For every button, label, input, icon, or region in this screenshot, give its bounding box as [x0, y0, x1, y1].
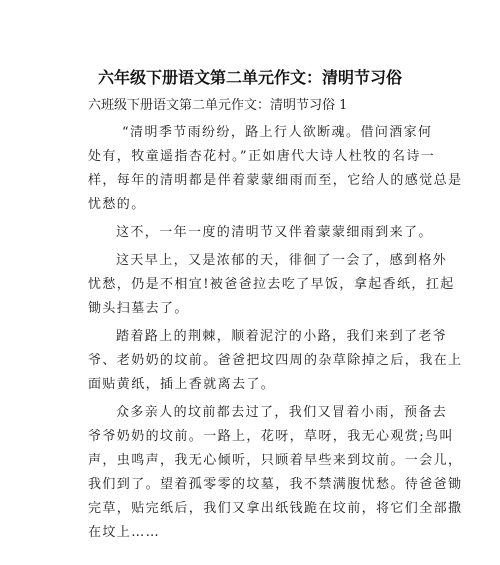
paragraph-line: 完草，贴完纸后，我们又拿出纸钱跪在坟前，将它们全部撒 — [88, 501, 463, 516]
paragraph-line: 锄头扫墓去了。 — [88, 301, 189, 316]
document-body — [88, 121, 463, 549]
paragraph-line: 这天早上，又是浓郁的天，徘徊了一会了，感到格外 — [116, 253, 448, 268]
paragraph-line: 踏着路上的荆棘，顺着泥泞的小路，我们来到了老爷 — [116, 329, 448, 344]
paragraph-line: 样，每年的清明都是伴着蒙蒙细雨而至，它给人的感觉总是 — [88, 173, 463, 188]
paragraph-line: 忧愁，仍是不相宜!被爸爸拉去吃了早饭，拿起香纸，扛起 — [88, 277, 455, 292]
paragraph-line: 我们到了。望着孤零零的坟墓，我不禁满腹忧愁。待爸爸锄 — [88, 477, 463, 492]
paragraph-poem-quote — [88, 121, 463, 217]
paragraph-line: 处有，牧童遥指杏花村。”正如唐代大诗人杜牧的名诗一 — [88, 149, 436, 164]
paragraph-grandparents-grave — [88, 401, 463, 545]
paragraph-line: 众多亲人的坟前都去过了，我们又冒着小雨，预备去 — [116, 405, 448, 420]
paragraph-line: 在坟上…… — [88, 525, 161, 540]
paragraph-line: 爷、老奶奶的坟前。爸爸把坟四周的杂草除掉之后，我在上 — [88, 353, 463, 368]
document-title: 六年级下册语文第二单元作文：清明节习俗 — [97, 68, 402, 87]
paragraph-first-grave — [88, 325, 463, 397]
paragraph-line: 这不，一年一度的清明节又伴着蒙蒙细雨到来了。 — [116, 225, 433, 240]
paragraph-line: 声，虫鸣声，我无心倾听，只顾着早些来到坟前。一会儿， — [88, 453, 463, 468]
paragraph-line: 面贴黄纸，插上香就离去了。 — [88, 377, 276, 392]
paragraph-morning — [88, 249, 455, 321]
paragraph-line: 爷爷奶奶的坟前。一路上，花呀，草呀，我无心观赏;鸟叫 — [88, 429, 454, 444]
paragraph-line: “清明季节雨纷纷，路上行人欲断魂。借问酒家何 — [122, 125, 433, 140]
paragraph-line: 忧愁的。 — [88, 197, 146, 212]
document-subtitle: 六班级下册语文第二单元作文：清明节习俗 1 — [88, 98, 348, 113]
paragraph-festival-arrives — [88, 221, 440, 245]
